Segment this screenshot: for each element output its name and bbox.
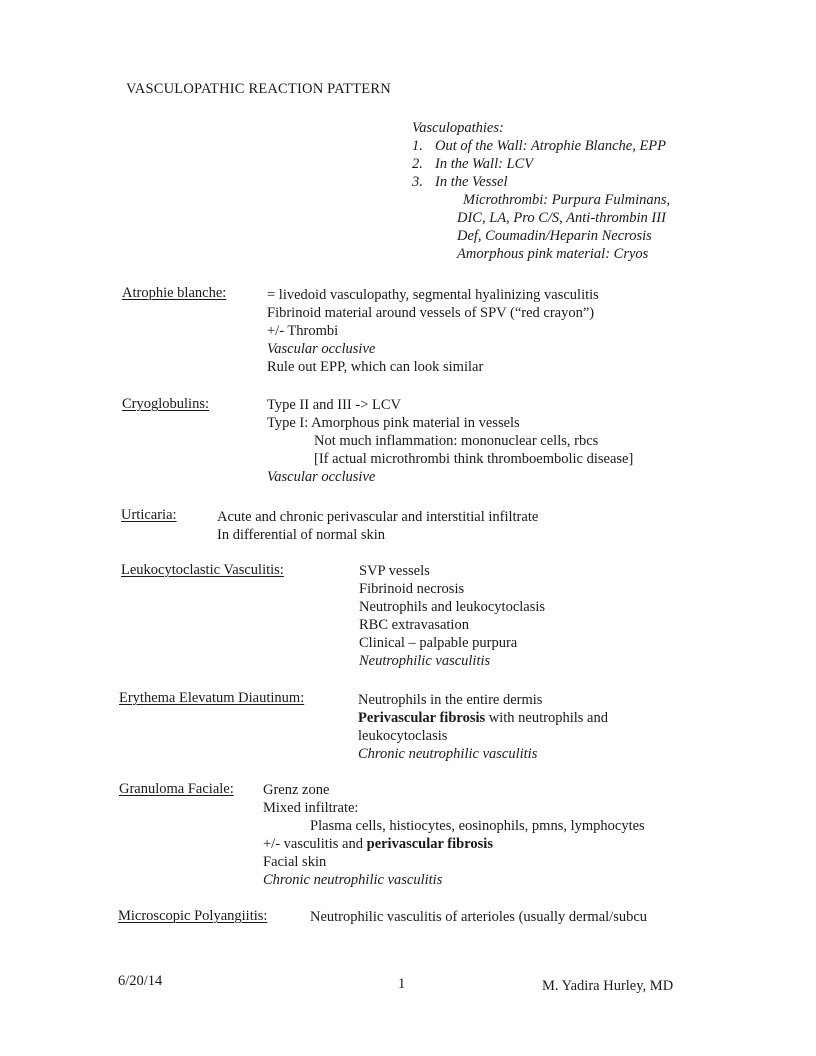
body-line: Not much inflammation: mononuclear cells, rbcs (314, 433, 599, 449)
list-text: In the Wall: LCV (435, 156, 534, 172)
body-line: Mixed infiltrate: (263, 800, 359, 816)
list-item (412, 137, 670, 155)
sub-item: DIC, LA, Pro C/S, Anti-thrombin III (457, 210, 666, 226)
body-line: Plasma cells, histiocytes, eosinophils, pmns, lymphocytes (310, 818, 645, 834)
sub-item: Microthrombi: Purpura Fulminans, (463, 192, 671, 208)
list-number: 3. (412, 174, 423, 190)
section-body-cryoglobulins (267, 396, 633, 486)
list-number: 2. (412, 156, 423, 172)
body-line: Rule out EPP, which can look similar (267, 359, 484, 375)
section-label-granuloma-faciale: Granuloma Faciale: (119, 781, 234, 797)
list-text: In the Vessel (435, 174, 508, 190)
section-label-lcv: Leukocytoclastic Vasculitis: (121, 562, 284, 578)
body-line: Neutrophilic vasculitis of arterioles (usually dermal/subcu (310, 909, 648, 925)
body-line: Neutrophils in the entire dermis (358, 692, 543, 708)
body-text: with neutrophils and (485, 710, 608, 726)
list-text: Out of the Wall: Atrophie Blanche, EPP (435, 138, 667, 154)
page-title: VASCULOPATHIC REACTION PATTERN (126, 81, 391, 97)
vasculopathies-heading: Vasculopathies: (412, 120, 504, 136)
list-item (412, 173, 670, 191)
section-label-cryoglobulins: Cryoglobulins: (122, 396, 210, 412)
bold-term: Perivascular fibrosis (358, 710, 486, 726)
body-line: Fibrinoid material around vessels of SPV (“red crayon”) (267, 305, 595, 321)
sub-item: Amorphous pink material: Cryos (457, 246, 649, 262)
body-line: Facial skin (263, 854, 327, 870)
section-body-lcv (359, 562, 545, 670)
body-line: Clinical – palpable purpura (359, 635, 518, 651)
body-line: Neutrophilic vasculitis (359, 653, 491, 669)
body-line (358, 709, 608, 727)
body-line: Grenz zone (263, 782, 330, 798)
body-line: Chronic neutrophilic vasculitis (263, 872, 443, 888)
body-line (263, 835, 645, 853)
list-number: 1. (412, 138, 423, 154)
body-text: +/- vasculitis and (263, 836, 367, 852)
body-line: Vascular occlusive (267, 469, 376, 485)
section-label-eed: Erythema Elevatum Diautinum: (119, 690, 305, 706)
bold-term: perivascular fibrosis (366, 836, 493, 852)
section-body-eed (358, 691, 608, 763)
body-line: = livedoid vasculopathy, segmental hyalinizing vasculitis (267, 287, 599, 303)
section-body-mpa (310, 908, 647, 926)
body-line: In differential of normal skin (217, 527, 386, 543)
sub-item: Def, Coumadin/Heparin Necrosis (457, 228, 652, 244)
body-line: Neutrophils and leukocytoclasis (359, 599, 546, 615)
body-line: RBC extravasation (359, 617, 469, 633)
list-item (412, 155, 670, 173)
body-line: SVP vessels (359, 563, 430, 579)
vasculopathies-block (412, 119, 670, 263)
footer-author: M. Yadira Hurley, MD (542, 978, 674, 994)
section-label-atrophie-blanche: Atrophie blanche: (122, 285, 227, 301)
page-number: 1 (398, 976, 406, 992)
body-line: Vascular occlusive (267, 341, 376, 357)
footer-date: 6/20/14 (118, 973, 163, 989)
body-line: Type II and III -> LCV (267, 397, 401, 413)
body-line: Chronic neutrophilic vasculitis (358, 746, 538, 762)
section-body-urticaria (217, 508, 538, 544)
section-label-mpa: Microscopic Polyangiitis: (118, 908, 268, 924)
section-body-atrophie-blanche (267, 286, 599, 376)
body-line: [If actual microthrombi think thromboembolic disease] (314, 451, 634, 467)
body-line: leukocytoclasis (358, 728, 448, 744)
body-line: Acute and chronic perivascular and interstitial infiltrate (217, 509, 539, 525)
body-line: Fibrinoid necrosis (359, 581, 465, 597)
body-line: Type I: Amorphous pink material in vessels (267, 415, 520, 431)
body-line: +/- Thrombi (267, 323, 339, 339)
section-label-urticaria: Urticaria: (121, 507, 177, 523)
section-body-granuloma-faciale (263, 781, 645, 889)
